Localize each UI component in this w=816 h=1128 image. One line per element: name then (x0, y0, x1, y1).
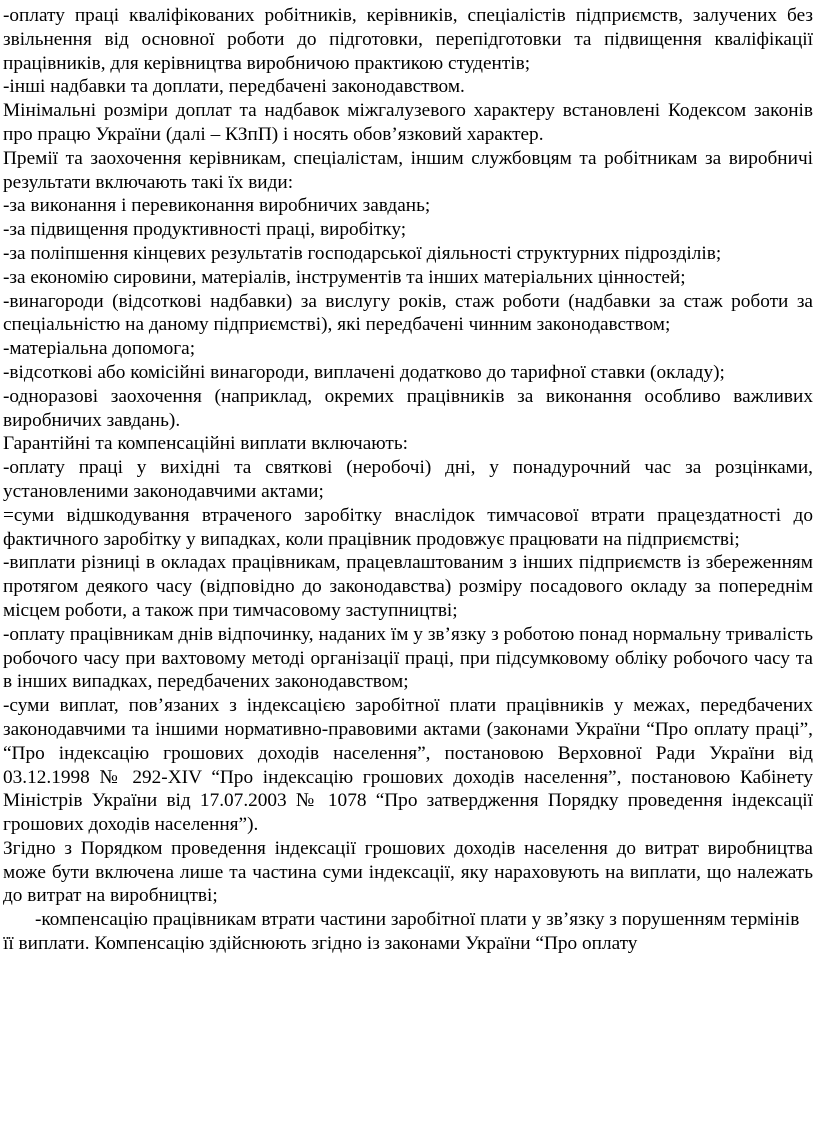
paragraph-7: -за поліпшення кінцевих результатів господарської діяльності структурних підрозділів; (3, 242, 722, 264)
paragraph-12: -одноразові заохочення (наприклад, окремих працівників за виконання особливо важливих виробничих завдань). (3, 385, 813, 431)
paragraph-16: -виплати різниці в окладах працівникам, працевлаштованим з інших підприємств із збереженням протягом деякого часу (відповідно до законодавства) розміру посадового окладу за попереднім місцем роботи, а також при тимчасовому заступництві; (3, 552, 813, 621)
paragraph-1: -оплату праці кваліфікованих робітників, керівників, спеціалістів підприємств, залучених без звільнення від основної роботи до підготовки, перепідготовки та підвищення кваліфікації працівників, для керівництва виробничою практикою студентів; (3, 5, 813, 74)
paragraph-5: -за виконання і перевиконання виробничих завдань; (3, 195, 431, 217)
paragraph-18: -суми виплат, пов’язаних з індексацією заробітної плати працівників у межах, передбачених законодавчими та іншими нормативно-правовими актами (законами України “Про оплату праці”, “Про індексацію грошових доходів населення”, постановою Верховної Ради України від 03.12.1998 № 292-XIV “Про індексацію грошових доходів населення”, постановою Кабінету Міністрів України від 17.07.2003 № 1078 “Про затвердження Порядку проведення індексації грошових доходів населення”). (3, 695, 813, 836)
paragraph-9: -винагороди (відсоткові надбавки) за вислугу років, стаж роботи (надбавки за стаж роботи за спеціальністю на даному підприємстві), які передбачені чинним законодавством; (3, 290, 813, 336)
paragraph-14: -оплату праці у вихідні та святкові (неробочі) дні, у понадурочний час за розцінками, установленими законодавчими актами; (3, 457, 813, 502)
paragraph-13: Гарантійні та компенсаційні виплати включають: (3, 433, 409, 455)
paragraph-15: =суми відшкодування втраченого заробітку внаслідок тимчасової втрати працездатності до фактичного заробітку у випадках, коли працівник продовжує працювати на підприємстві; (3, 504, 813, 550)
document-page (3, 4, 813, 956)
paragraph-8: -за економію сировини, матеріалів, інструментів та інших матеріальних цінностей; (3, 266, 686, 288)
paragraph-4: Премії та заохочення керівникам, спеціалістам, іншим службовцям та робітникам за виробничі результати включають такі їх види: (3, 147, 813, 193)
paragraph-10: -матеріальна допомога; (3, 338, 196, 360)
paragraph-17: -оплату працівникам днів відпочинку, наданих їм у зв’язку з роботою понад нормальну тривалість робочого часу при вахтовому методі організації праці, при підсумковому обліку робочого часу та в інших випадках, передбачених законодавством; (3, 623, 813, 693)
paragraph-2: -інші надбавки та доплати, передбачені законодавством. (3, 76, 465, 98)
paragraph-20: -компенсацію працівникам втрати частини заробітної плати у зв’язку з порушенням термінів її виплати. Компенсацію здійснюють згідно із законами України “Про оплату (3, 909, 800, 955)
paragraph-11: -відсоткові або комісійні винагороди, виплачені додатково до тарифної ставки (окладу); (3, 361, 725, 383)
paragraph-3: Мінімальні розміри доплат та надбавок міжгалузевого характеру встановлені Кодексом законів про працю України (далі – КЗпП) і носять обов’язковий характер. (3, 100, 813, 145)
paragraph-6: -за підвищення продуктивності праці, виробітку; (3, 219, 407, 241)
paragraph-19: Згідно з Порядком проведення індексації грошових доходів населення до витрат виробництва може бути включена лише та частина суми індексації, яку нараховують на виплати, що належать до витрат на виробництві; (3, 837, 813, 907)
